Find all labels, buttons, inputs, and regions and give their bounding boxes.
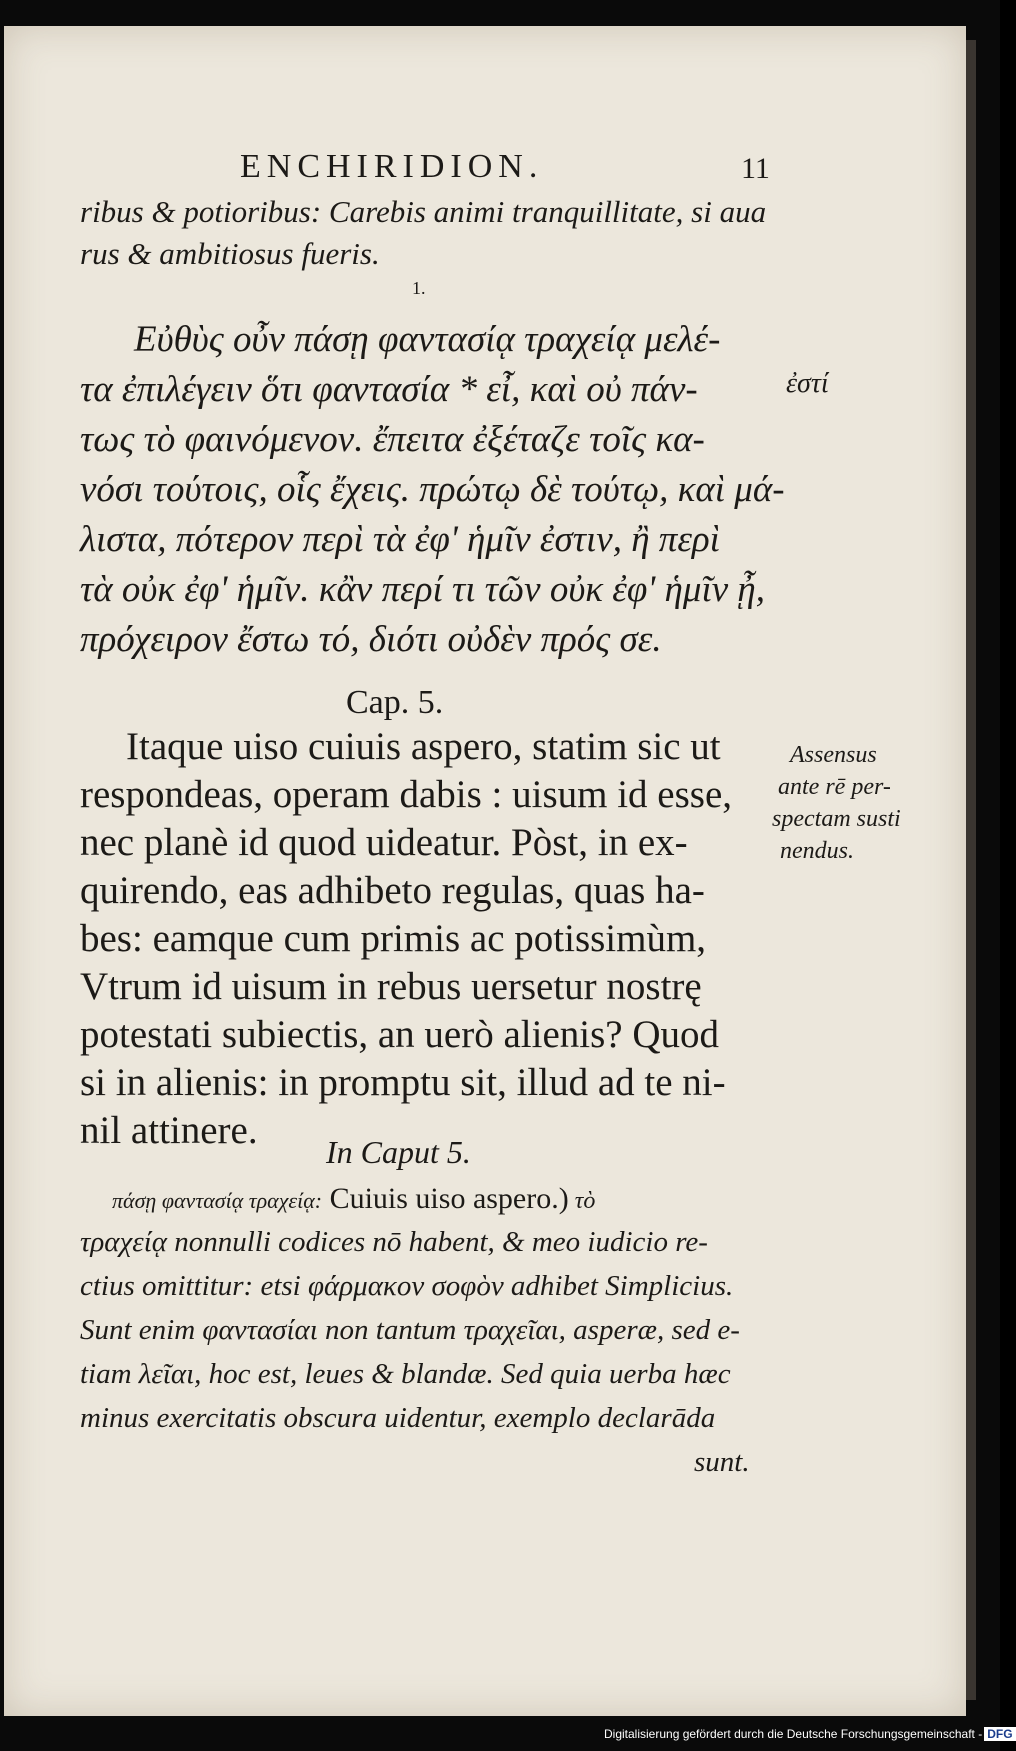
chapter-line: potestati subiectis, an uerò alienis? Quod [80, 1013, 720, 1056]
greek-line: τὰ οὐκ ἐφ' ἡμῖν. κἂν περί τι τῶν οὐκ ἐφ' ἡμῖν ᾖ, [80, 569, 766, 610]
intro-line: ribus & potioribus: Carebis animi tranquillitate, si aua [80, 194, 767, 229]
margin-note-line: spectam susti [772, 806, 901, 832]
chapter-line: nil attinere. [80, 1109, 258, 1152]
greek-line: τα ἐπιλέγειν ὅτι φαντασία * εἶ, καὶ οὐ πάν- [80, 369, 698, 410]
chapter-line: si in alienis: in promptu sit, illud ad te ni- [80, 1061, 726, 1104]
commentary-line: Sunt enim φαντασίαι non tantum τραχεῖαι, asperæ, sed e- [80, 1314, 740, 1346]
greek-margin-note: ἐστί [786, 368, 829, 399]
chapter-line: bes: eamque cum primis ac potissimùm, [80, 917, 707, 960]
commentary-line: minus exercitatis obscura uidentur, exemplo declarāda [80, 1402, 716, 1434]
chapter-line: respondeas, operam dabis : uisum id esse, [80, 773, 733, 816]
page-number: 11 [741, 152, 770, 185]
greek-line: νόσι τούτοις, οἷς ἔχεις. πρώτῳ δὲ τούτῳ, καὶ μά- [80, 469, 785, 510]
commentary-heading: In Caput 5. [326, 1134, 471, 1170]
digitization-credit [604, 1727, 1016, 1741]
chapter-line: Itaque uiso cuiuis aspero, statim sic ut [126, 725, 721, 768]
chapter-line: nec planè id quod uideatur. Pòst, in ex- [80, 821, 688, 864]
commentary-line: ctius omittitur: etsi φάρμακον σοφὸν adhibet Simplicius. [80, 1270, 734, 1302]
commentary-greek-lemma: πάσῃ φαντασίᾳ τραχείᾳ: [112, 1188, 323, 1213]
greek-line: πρόχειρον ἔστω τό, διότι οὐδὲν πρός σε. [80, 619, 662, 660]
margin-note-line: ante rē per- [778, 774, 891, 800]
running-header: ENCHIRIDION. [240, 148, 544, 185]
chapter-line: Vtrum id uisum in rebus uersetur nostrę [80, 965, 702, 1008]
chapter-heading: Cap. 5. [346, 684, 444, 721]
page-edge [966, 40, 976, 1700]
commentary-greek-tail: τὸ [568, 1188, 596, 1214]
commentary-first-line [112, 1182, 595, 1216]
commentary-latin-lemma: Cuiuis uiso aspero.) [322, 1182, 569, 1215]
footer-text: Digitalisierung gefördert durch die Deutsche Forschungsgemeinschaft - [604, 1727, 983, 1741]
commentary-line: sunt. [694, 1446, 750, 1478]
section-number: 1. [412, 278, 426, 298]
margin-note-line: nendus. [780, 838, 854, 864]
chapter-line: quirendo, eas adhibeto regulas, quas ha- [80, 869, 705, 912]
commentary-line: τραχείᾳ nonnulli codices nō habent, & meo iudicio re- [80, 1226, 708, 1258]
greek-line: τως τὸ φαινόμενον. ἔπειτα ἐξέταζε τοῖς κα- [80, 419, 705, 460]
greek-line: λιστα, πότερον περὶ τὰ ἐφ' ἡμῖν ἐστιν, ἢ περὶ [80, 519, 720, 560]
dfg-logo: DFG [984, 1727, 1015, 1741]
commentary-line: tiam λεῖαι, hoc est, leues & blandæ. Sed quia uerba hæc [80, 1358, 731, 1390]
margin-note-line: Assensus [790, 742, 877, 768]
intro-line: rus & ambitiosus fueris. [80, 236, 380, 271]
greek-line: Εὐθὺς οὖν πάσῃ φαντασίᾳ τραχείᾳ μελέ- [134, 319, 721, 360]
